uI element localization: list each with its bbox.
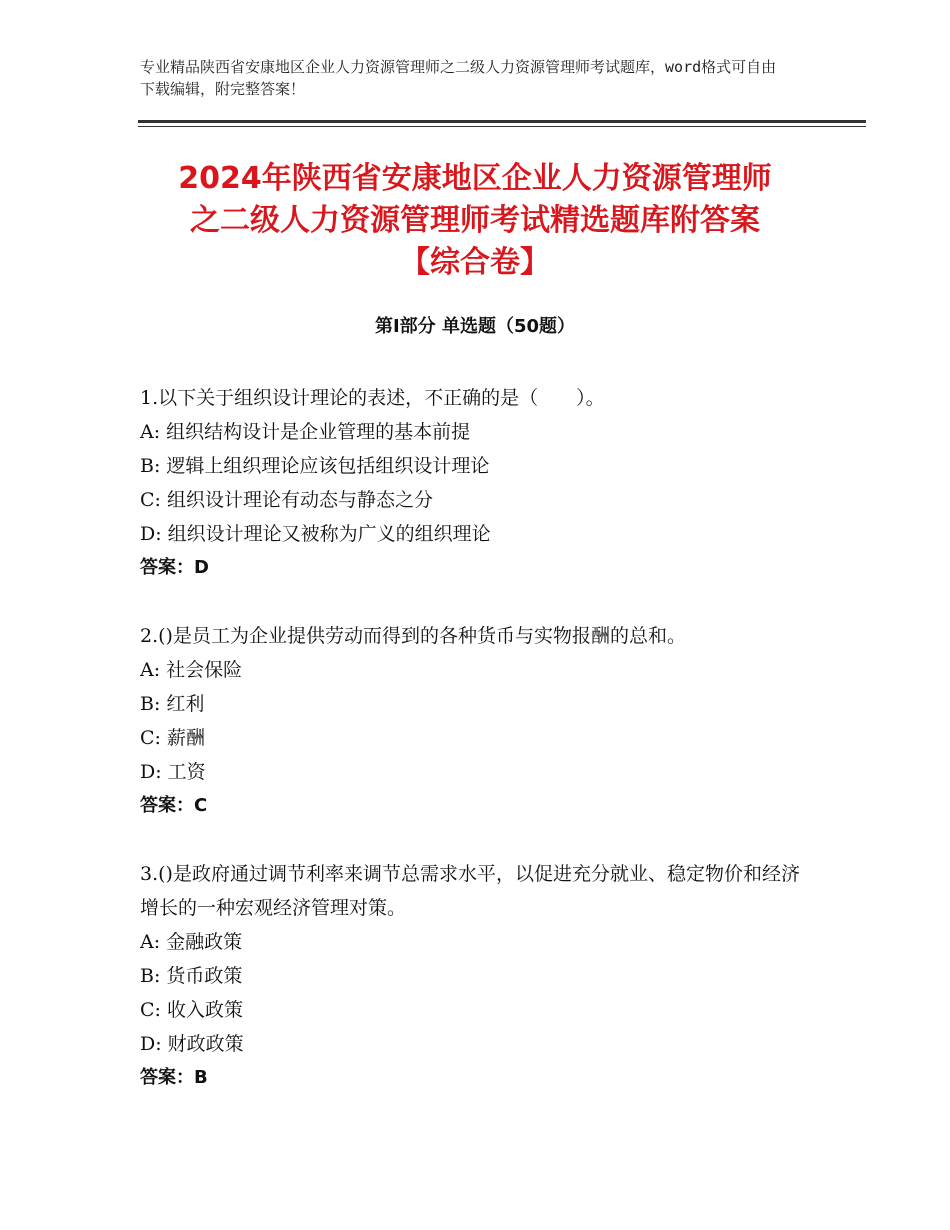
question-stem: 3.()是政府通过调节利率来调节总需求水平，以促进充分就业、稳定物价和经济增长的一种宏观经济管理对策。 [140, 863, 800, 919]
header-rule-thick [138, 120, 866, 123]
option-c: C: 收入政策 [140, 999, 243, 1021]
option-c: C: 组织设计理论有动态与静态之分 [140, 489, 433, 511]
option-a: A: 组织结构设计是企业管理的基本前提 [140, 421, 471, 443]
document-title-line-2: 之二级人力资源管理师考试精选题库附答案 [190, 203, 760, 238]
answer-label: 答案：B [140, 1067, 208, 1088]
document-title-line-1: 2024年陕西省安康地区企业人力资源管理师 [178, 161, 772, 196]
header-note: 专业精品陕西省安康地区企业人力资源管理师之二级人力资源管理师考试题库，word格式可自由下载编辑，附完整答案！ [140, 58, 777, 98]
document-title [130, 158, 820, 284]
document-title-line-3: 【综合卷】 [400, 245, 550, 280]
option-b: B: 红利 [140, 693, 205, 715]
option-d: D: 组织设计理论又被称为广义的组织理论 [140, 523, 491, 545]
answer-label: 答案：D [140, 557, 209, 578]
option-d: D: 财政政策 [140, 1033, 244, 1055]
option-c: C: 薪酬 [140, 727, 205, 749]
option-a: A: 社会保险 [140, 659, 243, 681]
question-stem: 1.以下关于组织设计理论的表述，不正确的是（ ）。 [140, 387, 605, 409]
option-a: A: 金融政策 [140, 931, 243, 953]
question-3 [140, 857, 800, 1095]
option-b: B: 货币政策 [140, 965, 243, 987]
question-2 [140, 619, 800, 823]
section-heading: 第Ⅰ部分 单选题（50题） [374, 316, 575, 337]
answer-label: 答案：C [140, 795, 208, 816]
header-rule-thin [138, 126, 866, 127]
option-b: B: 逻辑上组织理论应该包括组织设计理论 [140, 455, 490, 477]
option-d: D: 工资 [140, 761, 206, 783]
question-stem: 2.()是员工为企业提供劳动而得到的各种货币与实物报酬的总和。 [140, 625, 686, 647]
question-1 [140, 381, 800, 585]
